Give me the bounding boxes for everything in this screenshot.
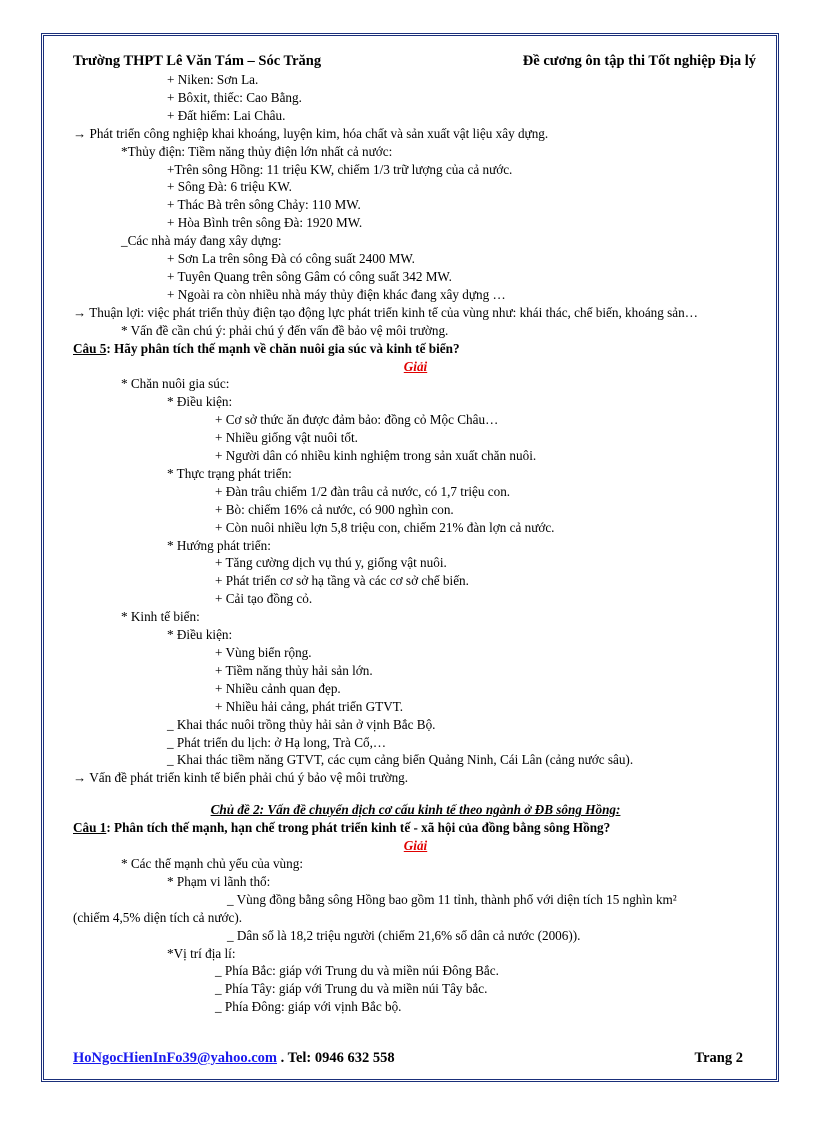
text-line: + Đất hiếm: Lai Châu. <box>167 107 286 123</box>
text-line: * Kinh tế biển: <box>121 609 200 625</box>
question-label: Câu 1 <box>73 820 107 836</box>
text-line: + Hòa Bình trên sông Đà: 1920 MW. <box>167 215 363 231</box>
text-line: + Sơn La trên sông Đà có công suất 2400 MW. <box>167 251 415 267</box>
text-line: + Nhiều giống vật nuôi tốt. <box>215 430 358 446</box>
page-header <box>73 53 756 71</box>
document-body <box>73 71 758 1016</box>
text-line: + Phát triển cơ sở hạ tầng và các cơ sở chế biến. <box>215 573 469 589</box>
text-line: + Người dân có nhiều kinh nghiệm trong sản xuất chăn nuôi. <box>215 448 537 464</box>
page-footer <box>73 1050 743 1068</box>
text-line: * Các thế mạnh chủ yếu của vùng: <box>121 855 304 871</box>
text-line: + Vùng biển rộng. <box>215 645 312 660</box>
text-line: _ Khai thác tiềm năng GTVT, các cụm cảng biển Quảng Ninh, Cái Lân (cảng nước sâu). <box>167 752 634 768</box>
text-line: *Thủy điện: Tiềm năng thủy điện lớn nhất cả nước: <box>121 143 393 159</box>
text-line: + Bôxit, thiếc: Cao Bằng. <box>167 89 302 105</box>
text-line: _ Phía Bắc: giáp với Trung du và miền núi Đông Bắc. <box>215 963 499 979</box>
text-line: _ Phía Đông: giáp với vịnh Bắc bộ. <box>215 999 402 1015</box>
email-link[interactable]: HoNgocHienInFo39@yahoo.com <box>73 1050 277 1066</box>
text-line: → Vấn đề phát triển kinh tế biển phải chú ý bảo vệ môi trường. <box>73 770 409 786</box>
footer-contact <box>73 1050 395 1067</box>
text-line: + Sông Đà: 6 triệu KW. <box>167 179 292 195</box>
text-line: + Niken: Sơn La. <box>167 72 259 87</box>
question-text: : Hãy phân tích thế mạnh về chăn nuôi gia súc và kinh tế biển? <box>106 340 460 356</box>
text-line: *Vị trí địa lí: <box>167 945 236 961</box>
text-line: + Bò: chiếm 16% cả nước, có 900 nghìn con. <box>215 501 454 517</box>
text-line: → Phát triển công nghiệp khai khoáng, luyện kim, hóa chất và sản xuất vật liệu xây dựng. <box>73 125 549 141</box>
text-line: + Ngoài ra còn nhiều nhà máy thủy điện khác đang xây dựng … <box>167 286 506 302</box>
text-line: → Thuận lợi: việc phát triển thủy điện tạo động lực phát triển kinh tế của vùng như: khái thác, chế biến, khoáng sản… <box>73 304 698 320</box>
text-line: + Đàn trâu chiếm 1/2 đàn trâu cả nước, có 1,7 triệu con. <box>215 483 511 499</box>
text-line: _ Phía Tây: giáp với Trung du và miền núi Tây bắc. <box>215 981 488 997</box>
text-line: * Thực trạng phát triển: <box>167 465 292 481</box>
text-line: _ Phát triển du lịch: ở Hạ long, Trà Cổ,… <box>167 734 387 750</box>
text-line: * Vấn đề cần chú ý: phải chú ý đến vấn đề bảo vệ môi trường. <box>121 322 449 338</box>
text-line: * Hướng phát triển: <box>167 537 271 553</box>
text-line: _ Khai thác nuôi trồng thủy hải sản ở vịnh Bắc Bộ. <box>167 716 436 732</box>
text-line: _ Vùng đồng bằng sông Hồng bao gồm 11 tỉnh, thành phố với diện tích 15 nghìn km² <box>227 891 677 907</box>
text-line: + Tuyên Quang trên sông Gâm có công suất 342 MW. <box>167 268 452 284</box>
text-line: + Tiềm năng thủy hải sản lớn. <box>215 662 373 678</box>
topic-heading: Chủ đề 2: Vấn đề chuyển dịch cơ cấu kinh tế theo ngành ở ĐB sông Hồng: <box>210 802 621 818</box>
text-line: + Nhiều hải cảng, phát triển GTVT. <box>215 698 404 714</box>
text-line: + Nhiều cảnh quan đẹp. <box>215 680 341 696</box>
answer-heading: Giải <box>403 838 428 854</box>
header-subject: Đề cương ôn tập thi Tốt nghiệp Địa lý <box>522 53 756 69</box>
text-line: _ Dân số là 18,2 triệu người (chiếm 21,6% số dân cả nước (2006)). <box>227 927 581 943</box>
answer-heading: Giải <box>403 358 428 374</box>
page-number: Trang 2 <box>694 1050 743 1066</box>
footer-tel: . Tel: 0946 632 558 <box>277 1050 395 1066</box>
text-line: * Điều kiện: <box>167 394 233 410</box>
text-line: +Trên sông Hồng: 11 triệu KW, chiếm 1/3 trữ lượng của cả nước. <box>167 161 513 177</box>
text-line: + Tăng cường dịch vụ thú y, giống vật nuôi. <box>215 555 447 571</box>
question-text: : Phân tích thế mạnh, hạn chế trong phát triển kinh tế - xã hội của đồng bằng sông Hồng? <box>106 820 611 836</box>
question-5 <box>73 340 758 358</box>
header-school: Trường THPT Lê Văn Tám – Sóc Trăng <box>73 53 322 69</box>
text-line: _Các nhà máy đang xây dựng: <box>121 233 282 249</box>
text-line: + Cải tạo đồng cỏ. <box>215 591 313 607</box>
question-1 <box>73 819 758 837</box>
text-line: + Còn nuôi nhiều lợn 5,8 triệu con, chiếm 21% đàn lợn cả nước. <box>215 519 555 535</box>
text-line: * Phạm vi lãnh thổ: <box>167 873 271 889</box>
text-line: * Điều kiện: <box>167 627 233 643</box>
text-line: * Chăn nuôi gia súc: <box>121 376 230 392</box>
text-line: + Cơ sở thức ăn được đảm bảo: đồng cỏ Mộc Châu… <box>215 412 499 428</box>
text-line: (chiếm 4,5% diện tích cả nước). <box>73 909 243 925</box>
question-label: Câu 5 <box>73 340 107 356</box>
text-line: + Thác Bà trên sông Chảy: 110 MW. <box>167 197 361 213</box>
